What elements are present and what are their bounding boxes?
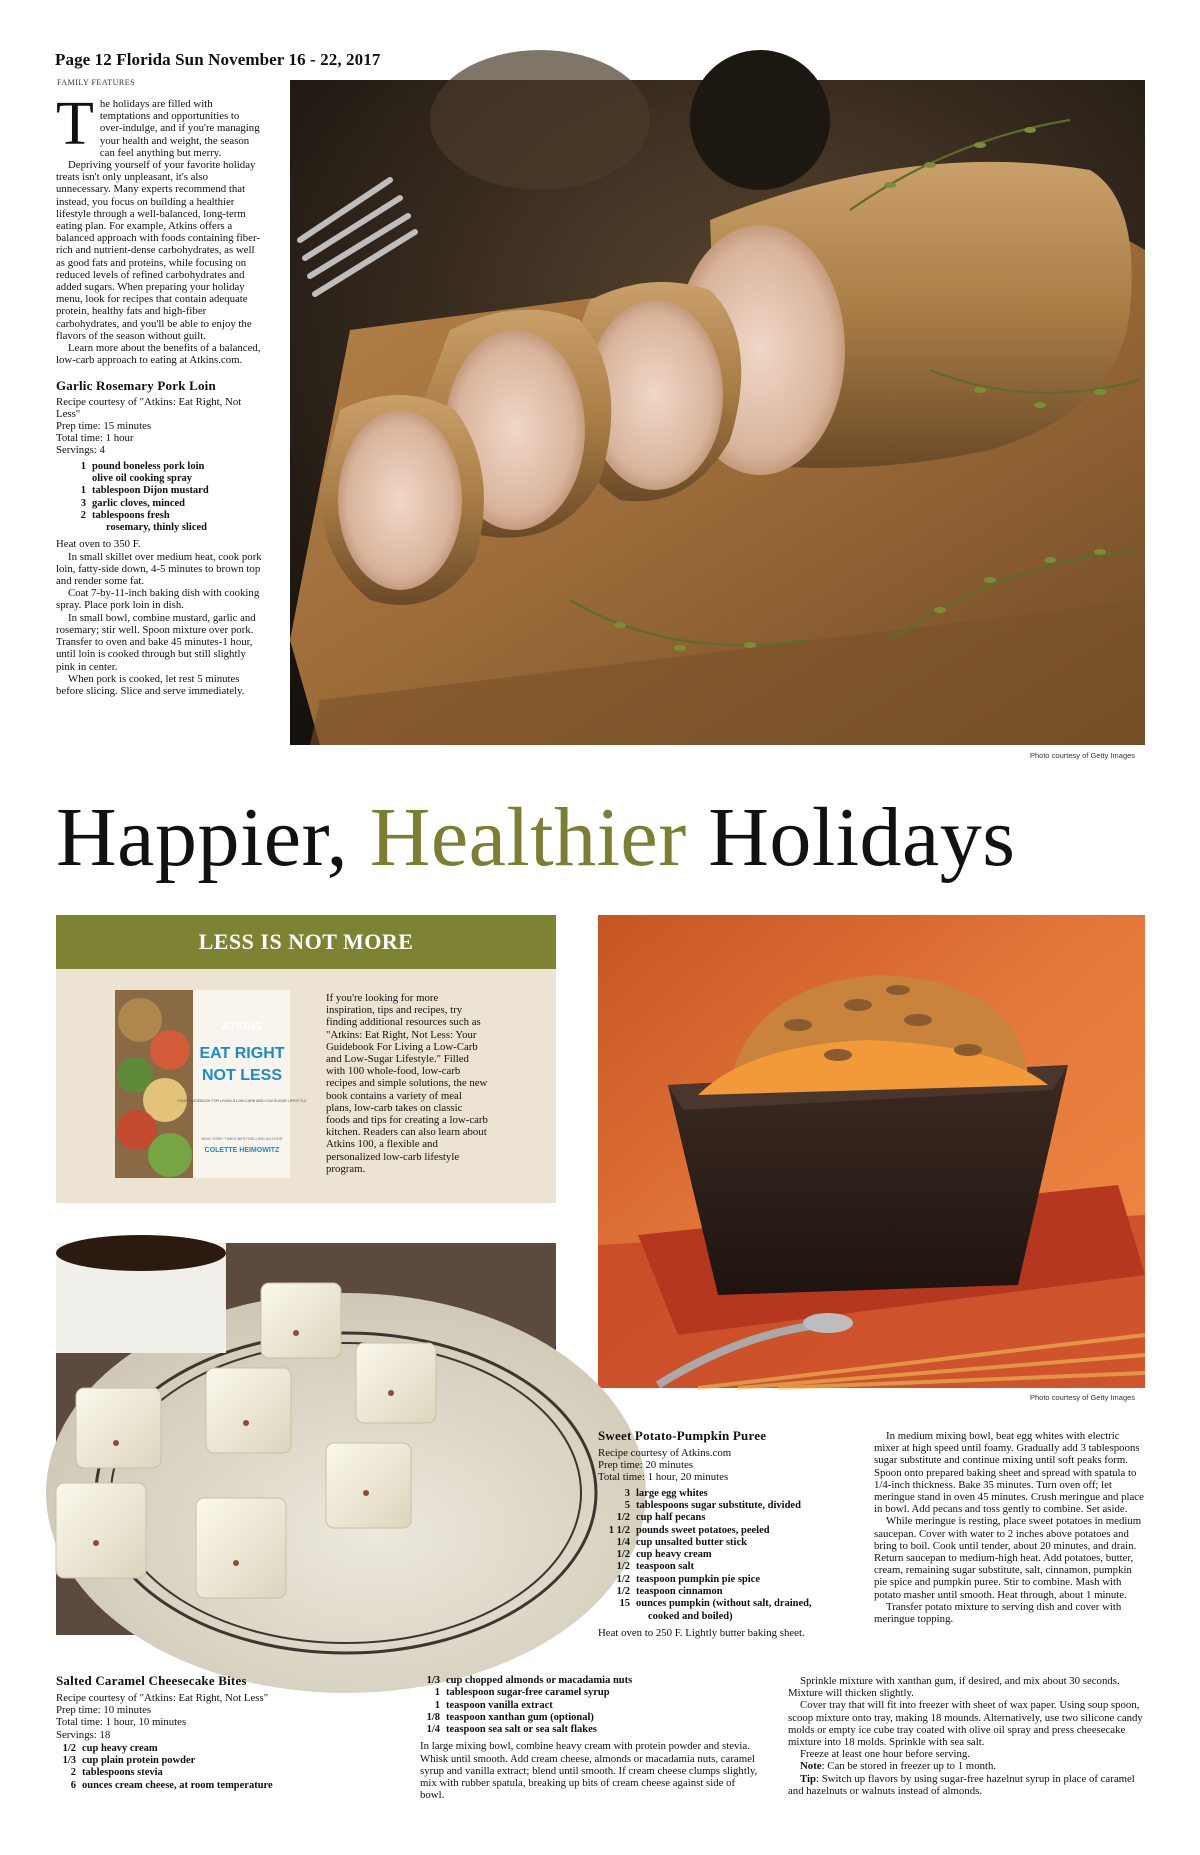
ingredient-row: 3 large egg whites bbox=[624, 1487, 708, 1499]
headline: Happier, Healthier Holidays bbox=[56, 791, 1016, 884]
step-paragraph: While meringue is resting, place sweet potatoes in medium saucepan. Cover with water to 2 inches above potatoes and bring to boil. Cook until tender, about 20 minutes, and drain. Return saucepan to medium-high heat. Add potatoes, butter, cream, remaining sugar substitute, salt, cinnamon, pumpkin pie spice and pumpkin puree. Stir to combine. Mash with potato masher until smooth. Heat through, about 1 minute. bbox=[874, 1515, 1142, 1601]
cheesecake-courtesy: Recipe courtesy of "Atkins: Eat Right, Not Less" bbox=[56, 1692, 269, 1704]
ingredient-row: 1 teaspoon vanilla extract bbox=[434, 1699, 553, 1711]
book-tagline: NEW YORK TIMES BESTSELLING AUTHOR bbox=[201, 1136, 283, 1141]
ingredient-row: 1 1/2 pounds sweet potatoes, peeled bbox=[608, 1524, 770, 1536]
book-author: COLETTE HEIMOWITZ bbox=[204, 1147, 280, 1154]
book-cover-art bbox=[115, 990, 307, 1178]
step-paragraph: Heat oven to 350 F. bbox=[56, 538, 141, 551]
cheesecake-recipe bbox=[56, 1673, 356, 1796]
ingredient-row: rosemary, thinly sliced bbox=[106, 522, 208, 534]
sweet-potato-photo bbox=[598, 915, 1145, 1388]
ingredient-row: 1/2 teaspoon pumpkin pie spice bbox=[616, 1573, 760, 1585]
tip-line: Tip: Switch up flavors by using sugar-free hazelnut syrup in place of caramel and hazelnuts or walnuts instead of almonds. bbox=[788, 1772, 1135, 1797]
cheesecake-ingredient-list-b bbox=[420, 1675, 760, 1736]
ingredient-row: 1/4 teaspoon sea salt or sea salt flakes bbox=[426, 1724, 597, 1736]
step-paragraph: Sprinkle mixture with xanthan gum, if desired, and mix about 30 seconds. Mixture will thicken slightly. bbox=[788, 1675, 1120, 1700]
photo-credit: Photo courtesy of Getty Images bbox=[1030, 1393, 1136, 1402]
cheesecake-ingredient-list-a bbox=[56, 1743, 356, 1792]
cheesecake-prep-time: Prep time: 10 minutes bbox=[56, 1704, 152, 1717]
drop-cap: T bbox=[56, 90, 94, 158]
ingredient-row: 1/2 teaspoon salt bbox=[616, 1561, 695, 1573]
ingredient-row: 1 tablespoon Dijon mustard bbox=[80, 485, 209, 497]
ingredient-row: 1/3 cup chopped almonds or macadamia nuts bbox=[426, 1675, 633, 1686]
cheesecake-recipe-right bbox=[788, 1675, 1146, 1797]
book-subtitle: YOUR GUIDEBOOK FOR LIVING A LOW-CARB AND LOW-SUGAR LIFESTYLE bbox=[177, 1099, 307, 1103]
sidebar-box-header: LESS IS NOT MORE bbox=[56, 915, 556, 969]
step-paragraph: In large mixing bowl, combine heavy cream with protein powder and stevia. Whisk until smooth. Add cream cheese, almonds or macadamia nuts, caramel syrup and vanilla extract; blend until smooth. If cream cheese clumps slightly, mix with rubber spatula, breaking up bits of cream cheese against side of bowl. bbox=[420, 1740, 758, 1802]
ingredient-row: 5 tablespoons sugar substitute, divided bbox=[624, 1499, 801, 1511]
book-title-line-1: EAT RIGHT bbox=[199, 1045, 285, 1062]
intro-paragraph-1: The holidays are filled with temptations and opportunities to over-indulge, and if you're managing your health and weight, the season can feel anything but merry. bbox=[56, 90, 260, 159]
sweet-potato-illustration bbox=[598, 915, 1145, 1388]
cheesecake-total-time: Total time: 1 hour, 10 minutes bbox=[56, 1716, 187, 1729]
cheesecake-illustration bbox=[56, 1243, 556, 1635]
photo-credit: Photo courtesy of Getty Images bbox=[1030, 751, 1136, 760]
pork-prep-time: Prep time: 15 minutes bbox=[56, 420, 152, 433]
cheesecake-recipe-title: Salted Caramel Cheesecake Bites bbox=[56, 1673, 247, 1688]
ingredient-row: 15 ounces pumpkin (without salt, drained, bbox=[619, 1598, 812, 1610]
source-tag: FAMILY FEATURES bbox=[57, 78, 136, 87]
pork-servings: Servings: 4 bbox=[56, 444, 105, 457]
pork-courtesy: Recipe courtesy of "Atkins: Eat Right, Not Less" bbox=[56, 395, 242, 420]
ingredient-row: 1/2 cup heavy cream bbox=[616, 1549, 712, 1561]
ingredient-row: 1/2 cup heavy cream bbox=[62, 1742, 158, 1754]
intro-paragraph-3: Learn more about the benefits of a balanced, low-carb approach to eating at Atkins.com. bbox=[56, 342, 261, 367]
pork-recipe-title: Garlic Rosemary Pork Loin bbox=[56, 378, 216, 394]
sweet-potato-ingredient-list bbox=[598, 1488, 848, 1623]
sweet-potato-steps bbox=[874, 1430, 1146, 1625]
ingredient-row: 1/8 teaspoon xanthan gum (optional) bbox=[426, 1711, 594, 1723]
step-paragraph: In medium mixing bowl, beat egg whites with electric mixer at high speed until foamy. Gradually add 3 tablespoons sugar substitute and continue mixing until soft peaks form. Spoon onto prepared baking sheet and spread with spatula to 1/4-inch thickness. Bake 35 minutes. Turn oven off; let meringue stand in oven 45 minutes. Crush meringue and place in bowl. Add pecans and toss gently to combine. Set aside. bbox=[874, 1430, 1144, 1516]
pork-total-time: Total time: 1 hour bbox=[56, 432, 134, 445]
pork-loin-photo bbox=[290, 80, 1145, 745]
cheesecake-photo bbox=[56, 1243, 556, 1635]
ingredient-row: 1 tablespoon sugar-free caramel syrup bbox=[434, 1687, 610, 1699]
step-paragraph: In small skillet over medium heat, cook pork loin, fatty-side down, 4-5 minutes to brown top and render some fat. bbox=[56, 550, 262, 588]
step-paragraph: Coat 7-by-11-inch baking dish with cooking spray. Place pork loin in dish. bbox=[56, 587, 260, 612]
intro-paragraph-2: Depriving yourself of your favorite holiday treats isn't only unpleasant, it's also unnecessary. Many experts recommend that instead, you focus on building a healthier lifestyle through a well-balanced, long-term eating plan. For example, Atkins offers a balanced approach with foods containing fiber-rich and nutrient-dense carbohydrates, as well as good fats and proteins, while focusing on reduced levels of refined carbohydrates and added sugars. When preparing your holiday menu, look for recipes that contain adequate protein, healthy fats and high-fiber carbohydrates, and you'll be able to enjoy the flavors of the season without guilt. bbox=[56, 159, 260, 342]
ingredient-row: 1/4 cup unsalted butter stick bbox=[616, 1536, 747, 1548]
step-paragraph: When pork is cooked, let rest 5 minutes before slicing. Slice and serve immediately. bbox=[56, 672, 245, 697]
ingredient-row: 1/2 teaspoon cinnamon bbox=[616, 1585, 723, 1597]
step-paragraph: In small bowl, combine mustard, garlic and rosemary; stir well. Spoon mixture over pork. Transfer to oven and bake 45 minutes-1 hour, until loin is cooked through but still slightly pink in center. bbox=[56, 611, 256, 673]
book-title-line-2: NOT LESS bbox=[201, 1067, 283, 1084]
ingredient-row: 2 tablespoons stevia bbox=[70, 1767, 163, 1779]
book-cover bbox=[115, 990, 307, 1178]
step-paragraph: Heat oven to 250 F. Lightly butter baking sheet. bbox=[598, 1626, 805, 1639]
cheesecake-servings: Servings: 18 bbox=[56, 1728, 111, 1741]
ingredient-row: 1/3 cup plain protein powder bbox=[62, 1755, 196, 1767]
step-paragraph: Cover tray that will fit into freezer with sheet of wax paper. Using soup spoon, scoop mixture onto tray, making 18 mounds. Alternatively, use two silicone candy molds or empty ice cube tray coated with olive oil spray and press cheesecake mixture into 18 molds. Sprinkle with sea salt. bbox=[788, 1699, 1143, 1749]
ingredient-row: 1 pound boneless pork loin bbox=[80, 460, 205, 472]
sweet-potato-prep-time: Prep time: 20 minutes bbox=[598, 1459, 694, 1472]
pork-ingredient-list bbox=[56, 461, 262, 535]
step-paragraph: Freeze at least one hour before serving. bbox=[800, 1748, 970, 1761]
ingredient-row: 6 ounces cream cheese, at room temperature bbox=[70, 1779, 273, 1791]
step-paragraph: Transfer potato mixture to serving dish and cover with meringue topping. bbox=[874, 1600, 1122, 1626]
ingredient-row: 2 tablespoons fresh bbox=[80, 509, 170, 521]
pork-steps bbox=[56, 538, 262, 697]
book-brand: ATKINS bbox=[221, 1021, 263, 1033]
ingredient-row: cooked and boiled) bbox=[648, 1610, 733, 1622]
ingredient-row: 1/2 cup half pecans bbox=[616, 1512, 706, 1524]
sweet-potato-recipe bbox=[598, 1428, 848, 1639]
sidebar-box-text: If you're looking for more inspiration, tips and recipes, try finding additional resources such as "Atkins: Eat Right, Not Less: Your Guidebook For Living a Low-Carb and Low-Sugar Lifestyle." Filled with 100 whole-food, low-carb recipes and simple solutions, the new book contains a variety of meal plans, low-carb takes on classic foods and tips for creating a low-carb kitchen. Readers can also learn about Atkins 100, a flexible and personalized low-carb lifestyle program. bbox=[326, 992, 488, 1175]
intro-column bbox=[56, 90, 262, 697]
cheesecake-recipe-middle bbox=[420, 1675, 760, 1802]
sweet-potato-courtesy: Recipe courtesy of Atkins.com bbox=[598, 1447, 732, 1459]
sweet-potato-recipe-title: Sweet Potato-Pumpkin Puree bbox=[598, 1428, 767, 1443]
ingredient-row: 3 garlic cloves, minced bbox=[80, 497, 186, 509]
ingredient-row: olive oil cooking spray bbox=[92, 472, 193, 484]
sweet-potato-total-time: Total time: 1 hour, 20 minutes bbox=[598, 1471, 729, 1484]
pork-loin-illustration bbox=[290, 80, 1145, 745]
note-line: Note: Can be stored in freezer up to 1 month. bbox=[800, 1760, 997, 1773]
page-folio: Page 12 Florida Sun November 16 - 22, 2017 bbox=[55, 50, 381, 69]
